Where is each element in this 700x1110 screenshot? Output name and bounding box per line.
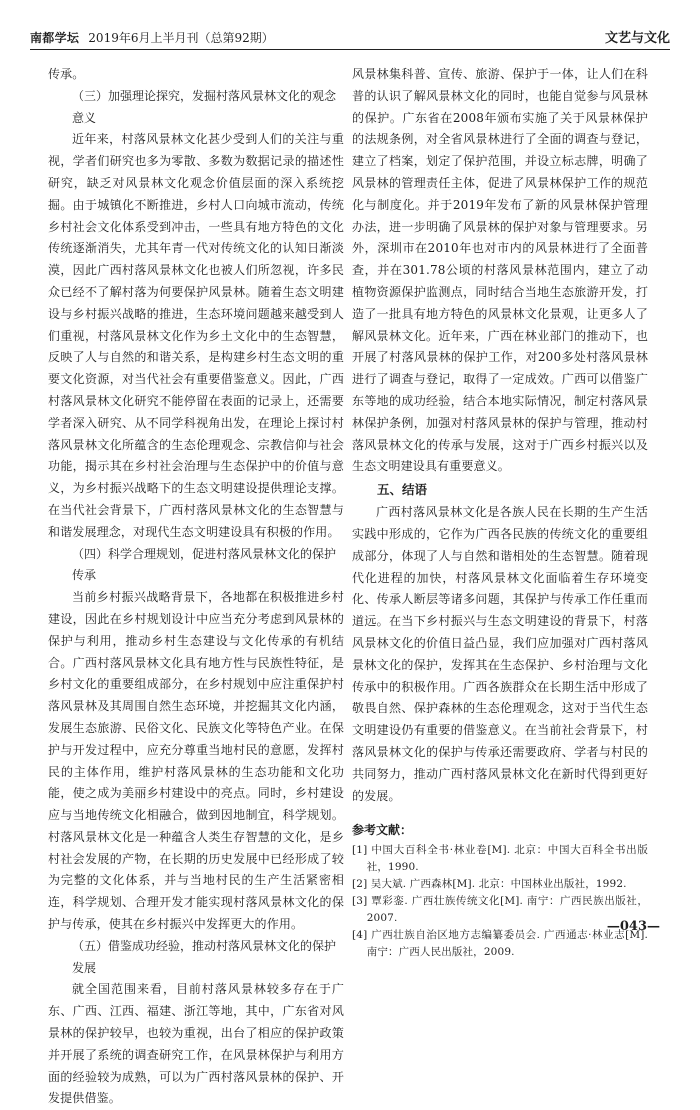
page-number: —043— xyxy=(606,919,660,934)
reference-item: [1] 中国大百科全书·林业卷[M]. 北京：中国大百科全书出版社，1990. xyxy=(352,844,648,874)
column-name: 文艺与文化 xyxy=(604,31,670,46)
body-paragraph: 当前乡村振兴战略背景下，各地都在积极推进乡村建设，因此在乡村规划设计中应当充分考虑到风景林的保护与利用，推动乡村生态建设与文化传承的有机结合。广西村落风景林文化具有地方性与民族性特征，是乡村文化的重要组成部分，在乡村规划中应注重保护村落风景林及其周围自然生态环境，并挖掘其文化内涵，发展生态旅游、民俗文化、民族文化等特色产业。在保护与开发过程中，应充分尊重当地村民的意愿，发挥村民的主体作用，维护村落风景林的生态功能和文化功能，使之成为美丽乡村建设中的亮点。同时，乡村建设应与当地传统文化相融合，做到因地制宜，科学规划。村落风景林文化是一种蕴含人类生存智慧的文化，是乡村社会发展的产物，在长期的历史发展中已经形成了较为完整的文化体系，并与当地村民的生产生活紧密相连，科学规划、合理开发才能实现村落风景林文化的保护与传承，使其在乡村振兴中发挥更大的作用。 xyxy=(48,590,344,932)
right-column-body xyxy=(352,64,648,807)
right-column xyxy=(352,64,648,961)
body-paragraph: 广西村落风景林文化是各族人民在长期的生产生活实践中形成的，它作为广西各民族的传统文化的重要组成部分，体现了人与自然和谐相处的生态智慧。随着现代化进程的加快，村落风景林文化面临着生存环境变化、传承人断层等诸多问题，其保护与传承工作任重而道远。在当下乡村振兴与生态文明建设的背景下，村落风景林文化的价值日益凸显，我们应加强对广西村落风景林文化的保护，发挥其在生态保护、乡村治理与文化传承中的积极作用。广西各族群众在长期生活中形成了敬畏自然、保护森林的生态伦理观念，这对于当代生态文明建设仍有重要的借鉴意义。在当前社会背景下，村落风景林文化的保护与传承还需要政府、学者与村民的共同努力，推动广西村落风景林文化在新时代得到更好的发展。 xyxy=(352,505,648,803)
section-heading: （四）科学合理规划，促进村落风景林文化的保护传承 xyxy=(72,546,337,583)
section-heading: （五）借鉴成功经验，推动村落风景林文化的保护发展 xyxy=(72,938,337,975)
body-paragraph: 近年来，村落风景林文化甚少受到人们的关注与重视，学者们研究也多为零散、多数为数据记录的描述性研究，缺乏对风景林文化观念价值层面的深入系统挖掘。由于城镇化不断推进，乡村人口向城市流动，传统乡村社会文化体系受到冲击，一些具有地方特色的文化传统逐渐消失，尤其年青一代对传统文化的认知日渐淡漠，因此广西村落风景林文化也被人们所忽视，许多民众已经不了解村落为何要保护风景林。随着生态文明建设与乡村振兴战略的推进，生态环境问题越来越受到人们重视，村落风景林文化作为乡土文化中的生态智慧，反映了人与自然的和谐关系，是构建乡村生态文明的重要文化资源，对当代社会有重要借鉴意义。因此，广西村落风景林文化研究不能停留在表面的记录上，还需要学者深入研究、从不同学科视角出发，在理论上探讨村落风景林文化所蕴含的生态伦理观念、宗教信仰与社会功能，揭示其在乡村社会治理与生态保护中的价值与意义，为乡村振兴战略下的生态文明建设提供理论支撑。在当代社会背景下，广西村落风景林文化的生态智慧与和谐发展理念，对现代生态文明建设具有积极的作用。 xyxy=(48,132,344,539)
body-paragraph: 就全国范围来看，目前村落风景林较多存在于广东、广西、江西、福建、浙江等地，其中，广东省对风景林的保护较早，也较为重视，出台了相应的保护政策并开展了系统的调查研究工作，在风景林保护与利用方面的经验较为成熟，可以为广西村落风景林的保护、开发提供借鉴。 xyxy=(48,982,344,1106)
body-paragraph: 传承。 xyxy=(48,67,85,81)
journal-info xyxy=(30,27,274,46)
reference-item: [2] 吴大斌. 广西森林[M]. 北京：中国林业出版社，1992. xyxy=(352,878,627,891)
issue-info: 2019年6月上半月刊（总第92期） xyxy=(88,31,274,45)
header-rule xyxy=(30,49,670,50)
left-column xyxy=(48,64,344,1110)
section-heading: 五、结语 xyxy=(377,482,428,498)
body-paragraph: 风景林集科普、宣传、旅游、保护于一体，让人们在科普的认识了解风景林文化的同时，也能自觉参与风景林的保护。广东省在2008年颁布实施了关于风景林保护的法规条例，对全省风景林进行了全面的调查与登记，建立了档案，划定了保护范围，并设立标志牌，明确了风景林的管理责任主体，促进了风景林保护工作的规范化与制度化。并于2019年发布了新的风景林保护管理办法，进一步明确了风景林的保护对象与管理要求。另外，深圳市在2010年也对市内的风景林进行了全面普查，并在301.78公顷的村落风景林范围内，建立了动植物资源保护监测点，同时结合当地生态旅游开发，打造了一批具有地方特色的风景林文化景观，让更多人了解风景林文化。近年来，广西在林业部门的推动下，也开展了村落风景林的保护工作，对200多处村落风景林进行了调查与登记，取得了一定成效。广西可以借鉴广东等地的成功经验，结合本地实际情况，制定村落风景林保护条例，加强对村落风景林的保护与管理，推动村落风景林文化的传承与发展，这对于广西乡村振兴以及生态文明建设具有重要意义。 xyxy=(352,67,648,474)
reference-item: [3] 覃彩銮. 广西壮族传统文化[M]. 南宁：广西民族出版社，2007. xyxy=(352,895,648,925)
page-header xyxy=(30,24,670,46)
references-list xyxy=(352,842,648,961)
references-title: 参考文献： xyxy=(352,823,413,838)
section-heading: （三）加强理论探究，发掘村落风景林文化的观念意义 xyxy=(72,88,337,125)
reference-item: [4] 广西壮族自治区地方志编纂委员会. 广西通志·林业志[M]. 南宁：广西人民出版社，2009. xyxy=(352,929,648,959)
journal-name: 南都学坛 xyxy=(30,31,80,45)
